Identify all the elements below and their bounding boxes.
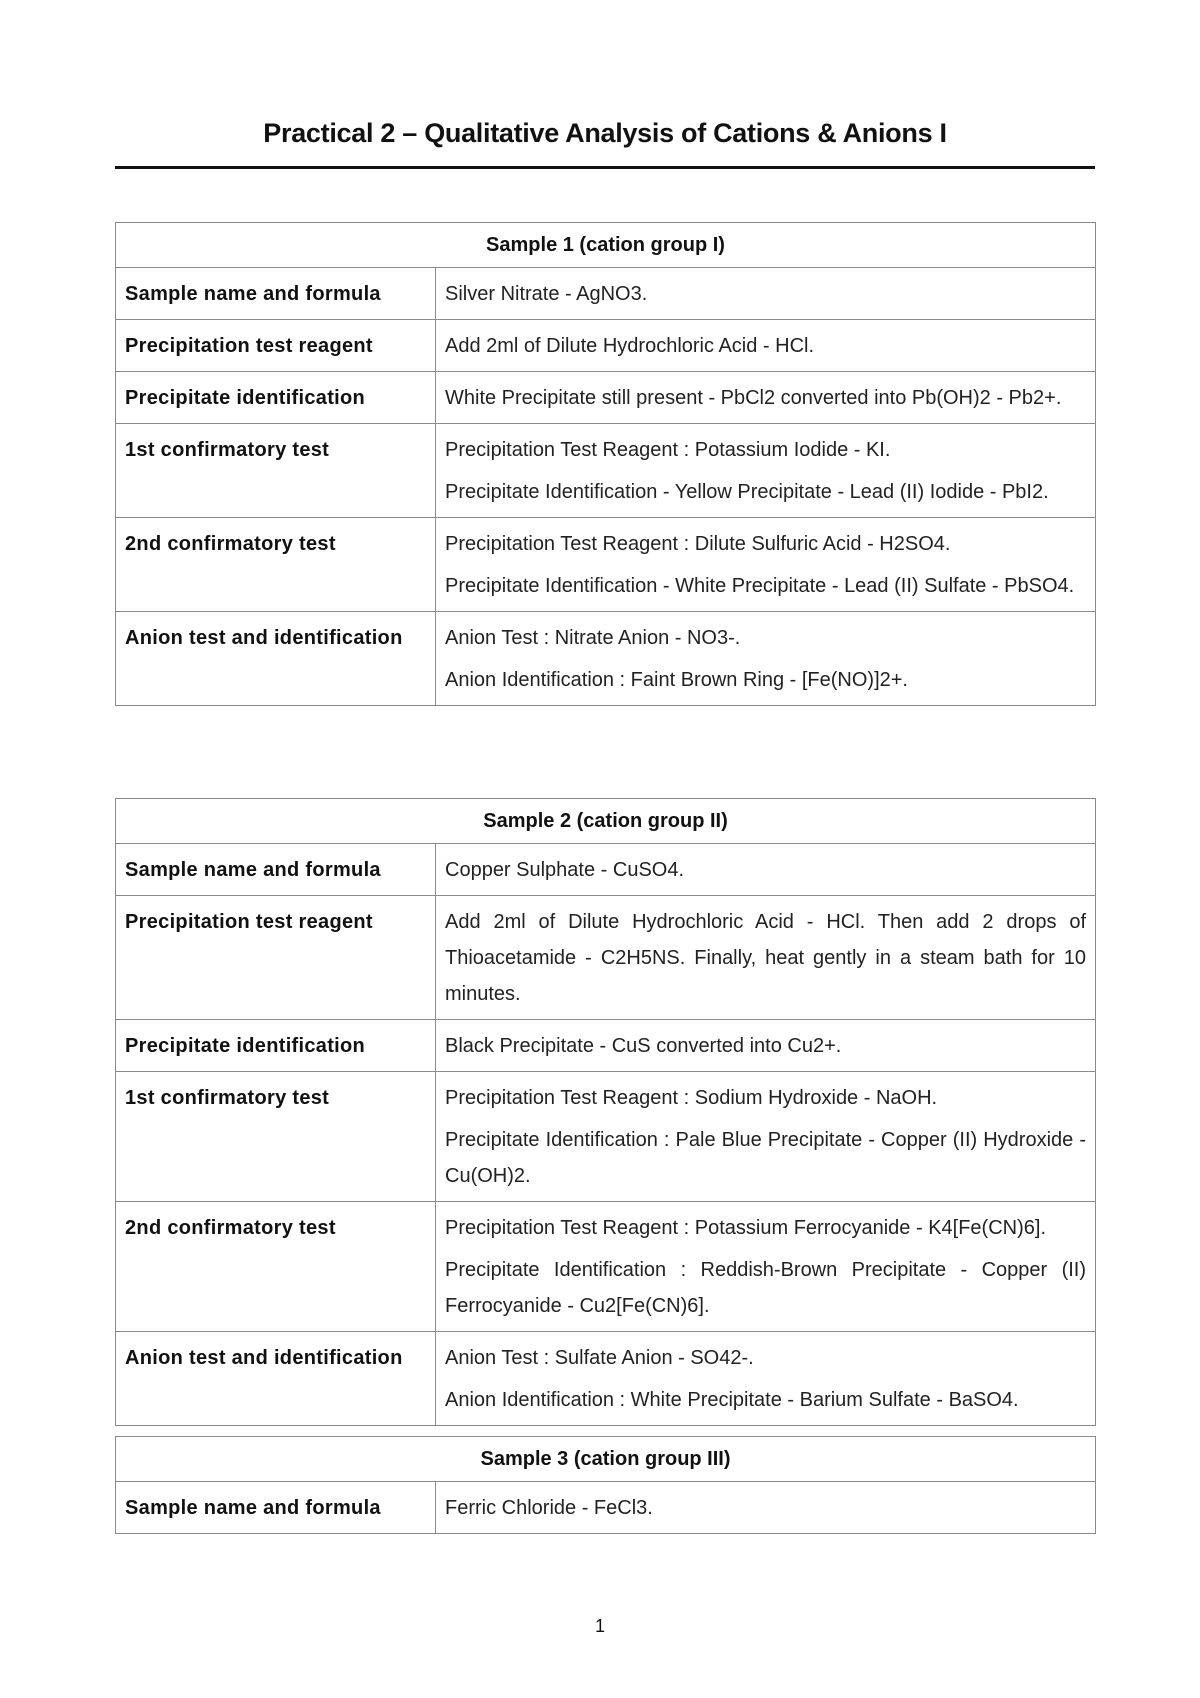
row-label: 2nd confirmatory test bbox=[116, 1202, 436, 1332]
value-line: Precipitate Identification : Reddish-Brown Precipitate - Copper (II) Ferrocyanide - Cu2[Fe(CN)6]. bbox=[445, 1259, 1087, 1317]
row-label: Sample name and formula bbox=[116, 268, 436, 320]
row-label: Precipitation test reagent bbox=[116, 896, 436, 1020]
value-line: Precipitation Test Reagent : Potassium Ferrocyanide - K4[Fe(CN)6]. bbox=[445, 1217, 1046, 1239]
row-label: Anion test and identification bbox=[116, 1332, 436, 1426]
row-value bbox=[436, 320, 1096, 372]
value-line: Precipitation Test Reagent : Dilute Sulfuric Acid - H2SO4. bbox=[445, 533, 951, 555]
row-label: 1st confirmatory test bbox=[116, 1072, 436, 1202]
sample-1-table bbox=[115, 222, 1096, 706]
table-row bbox=[116, 844, 1096, 896]
row-value bbox=[436, 1332, 1096, 1426]
value-line: Precipitation Test Reagent : Potassium Iodide - KI. bbox=[445, 439, 891, 461]
page-title: Practical 2 – Qualitative Analysis of Cations & Anions I bbox=[263, 118, 947, 148]
value-line: Add 2ml of Dilute Hydrochloric Acid - HCl. bbox=[445, 335, 815, 357]
row-value bbox=[436, 844, 1096, 896]
row-label: 1st confirmatory test bbox=[116, 424, 436, 518]
row-label: Sample name and formula bbox=[116, 1482, 436, 1534]
value-line: Precipitation Test Reagent : Sodium Hydroxide - NaOH. bbox=[445, 1087, 938, 1109]
value-line: Precipitate Identification - Yellow Precipitate - Lead (II) Iodide - PbI2. bbox=[445, 481, 1049, 503]
table-row bbox=[116, 1020, 1096, 1072]
row-value bbox=[436, 1020, 1096, 1072]
sample-2-table bbox=[115, 798, 1096, 1426]
row-value bbox=[436, 518, 1096, 612]
page-number: 1 bbox=[594, 1616, 605, 1636]
value-line: Silver Nitrate - AgNO3. bbox=[445, 283, 648, 305]
table-header-row bbox=[116, 799, 1096, 844]
table-row bbox=[116, 424, 1096, 518]
table-header-row bbox=[116, 223, 1096, 268]
value-line: Add 2ml of Dilute Hydrochloric Acid - HCl. Then add 2 drops of Thioacetamide - C2H5NS. Finally, heat gently in a steam bath for 10 minutes. bbox=[445, 911, 1087, 1005]
value-line: Ferric Chloride - FeCl3. bbox=[445, 1497, 653, 1519]
table-row bbox=[116, 372, 1096, 424]
row-value bbox=[436, 1482, 1096, 1534]
sample-heading: Sample 1 (cation group I) bbox=[116, 223, 1096, 268]
value-line: Black Precipitate - CuS converted into Cu2+. bbox=[445, 1035, 842, 1057]
row-label: Precipitation test reagent bbox=[116, 320, 436, 372]
table-row bbox=[116, 1072, 1096, 1202]
sample-3-table bbox=[115, 1436, 1096, 1534]
row-label: 2nd confirmatory test bbox=[116, 518, 436, 612]
row-value bbox=[436, 612, 1096, 706]
table-row bbox=[116, 612, 1096, 706]
table-row bbox=[116, 896, 1096, 1020]
sample-heading: Sample 2 (cation group II) bbox=[116, 799, 1096, 844]
row-value bbox=[436, 896, 1096, 1020]
table-row bbox=[116, 1332, 1096, 1426]
row-value bbox=[436, 268, 1096, 320]
row-value bbox=[436, 372, 1096, 424]
value-line: Anion Test : Sulfate Anion - SO42-. bbox=[445, 1347, 754, 1369]
row-label: Precipitate identification bbox=[116, 372, 436, 424]
row-value bbox=[436, 1072, 1096, 1202]
title-rule bbox=[115, 166, 1095, 169]
row-value bbox=[436, 1202, 1096, 1332]
value-line: Anion Test : Nitrate Anion - NO3-. bbox=[445, 627, 741, 649]
row-label: Precipitate identification bbox=[116, 1020, 436, 1072]
table-row bbox=[116, 268, 1096, 320]
row-value bbox=[436, 424, 1096, 518]
value-line: Copper Sulphate - CuSO4. bbox=[445, 859, 685, 881]
table-row bbox=[116, 320, 1096, 372]
value-line: White Precipitate still present - PbCl2 converted into Pb(OH)2 - Pb2+. bbox=[445, 387, 1062, 409]
table-row bbox=[116, 1202, 1096, 1332]
value-line: Precipitate Identification : Pale Blue Precipitate - Copper (II) Hydroxide - Cu(OH)2. bbox=[445, 1129, 1087, 1187]
value-line: Precipitate Identification - White Precipitate - Lead (II) Sulfate - PbSO4. bbox=[445, 575, 1075, 597]
value-line: Anion Identification : White Precipitate - Barium Sulfate - BaSO4. bbox=[445, 1389, 1019, 1411]
table-row bbox=[116, 518, 1096, 612]
row-label: Sample name and formula bbox=[116, 844, 436, 896]
row-label: Anion test and identification bbox=[116, 612, 436, 706]
value-line: Anion Identification : Faint Brown Ring - [Fe(NO)]2+. bbox=[445, 669, 908, 691]
sample-heading: Sample 3 (cation group III) bbox=[116, 1437, 1096, 1482]
table-row bbox=[116, 1482, 1096, 1534]
table-header-row bbox=[116, 1437, 1096, 1482]
